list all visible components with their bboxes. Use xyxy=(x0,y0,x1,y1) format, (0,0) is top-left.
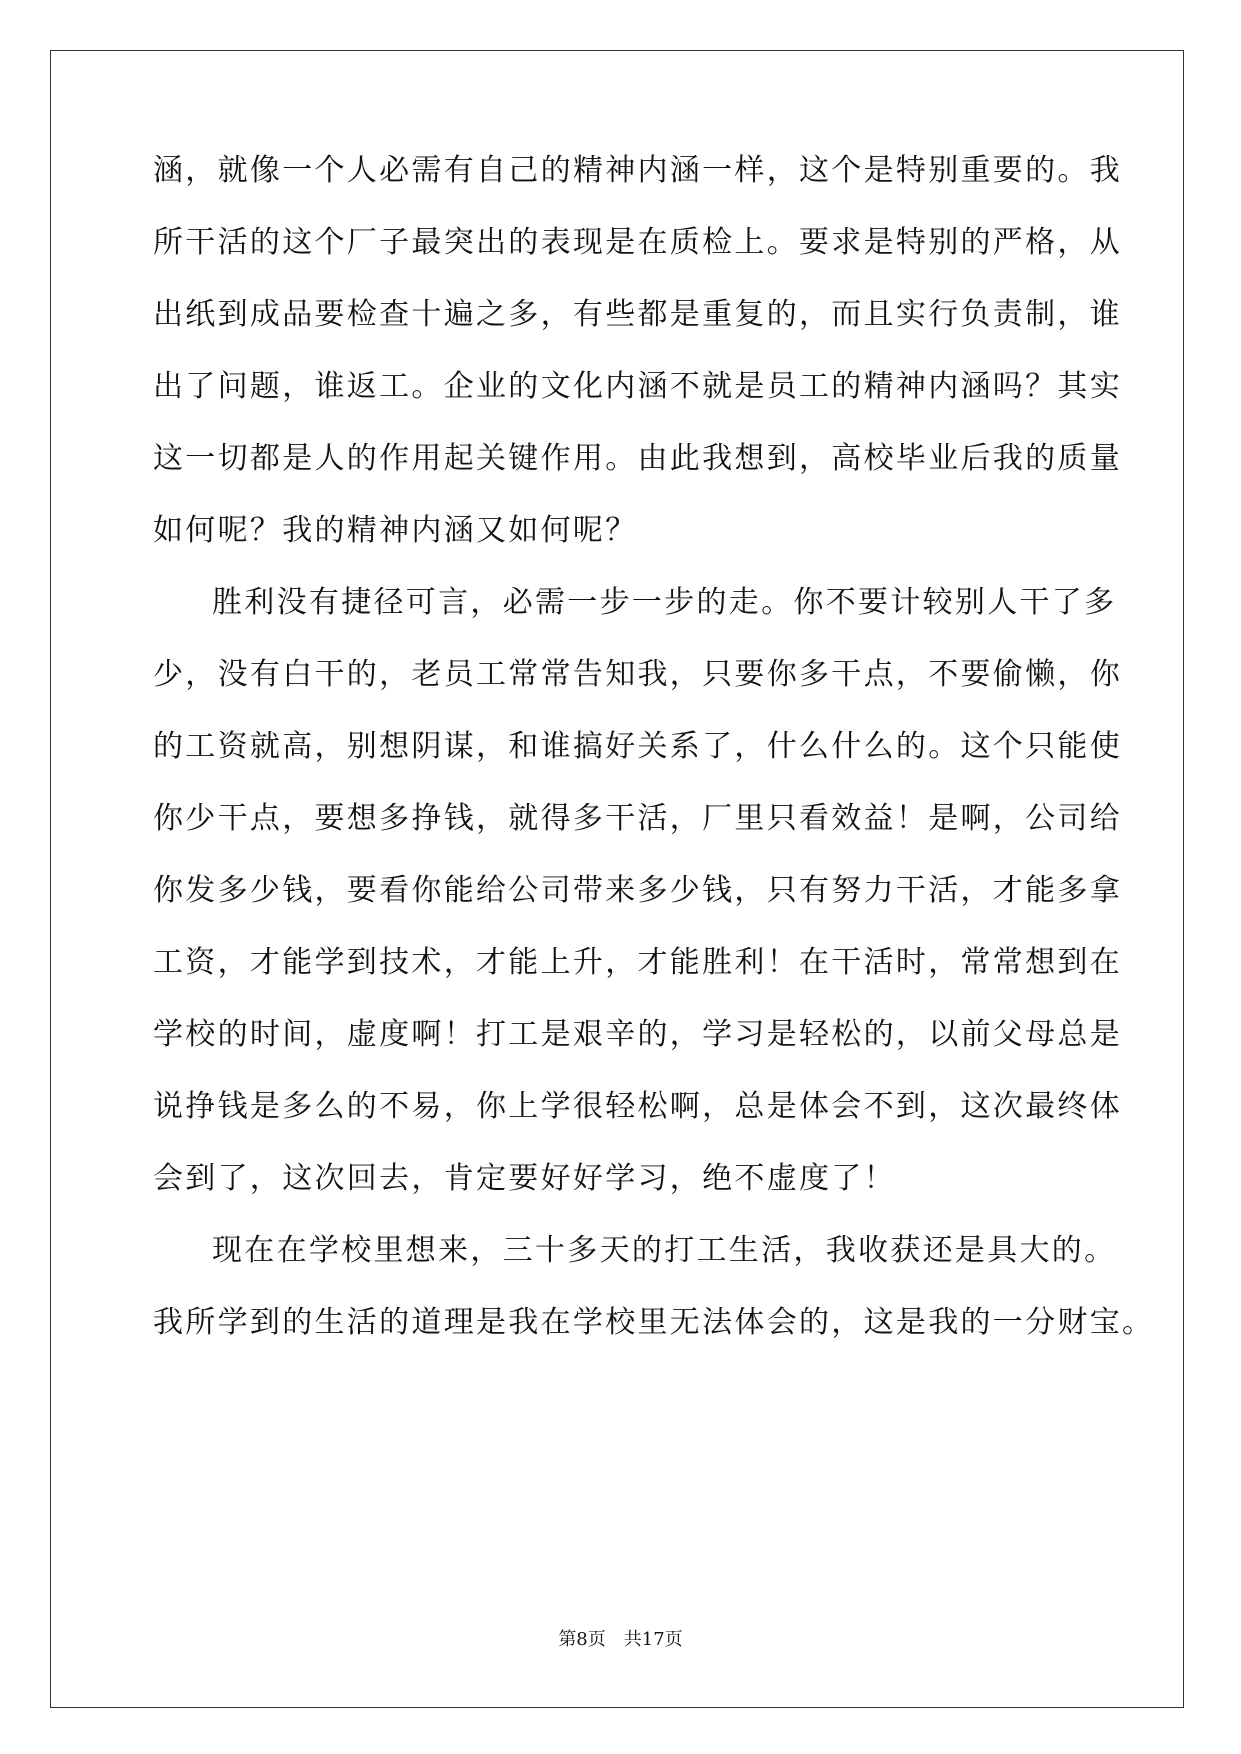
body-line: 所干活的这个厂子最突出的表现是在质检上。要求是特别的严格，从 xyxy=(153,225,1122,260)
paragraph-start-line: 现在在学校里想来，三十多天的打工生活，我收获还是具大的。 xyxy=(212,1233,1117,1268)
current-page-label: 第8页 xyxy=(558,1629,606,1650)
body-line: 说挣钱是多么的不易，你上学很轻松啊，总是体会不到，这次最终体 xyxy=(153,1089,1122,1124)
body-line: 这一切都是人的作用起关键作用。由此我想到，高校毕业后我的质量 xyxy=(153,441,1122,476)
total-pages-label: 共17页 xyxy=(623,1629,683,1650)
body-line: 我所学到的生活的道理是我在学校里无法体会的，这是我的一分财宝。 xyxy=(153,1305,1155,1340)
paragraph-start-line: 胜利没有捷径可言，必需一步一步的走。你不要计较别人干了多 xyxy=(212,585,1117,620)
body-line: 的工资就高，别想阴谋，和谁搞好关系了，什么什么的。这个只能使 xyxy=(153,729,1122,764)
body-line: 你发多少钱，要看你能给公司带来多少钱，只有努力干活，才能多拿 xyxy=(153,873,1122,908)
body-line: 涵，就像一个人必需有自己的精神内涵一样，这个是特别重要的。我 xyxy=(153,153,1122,188)
body-line: 出了问题，谁返工。企业的文化内涵不就是员工的精神内涵吗？其实 xyxy=(153,369,1122,404)
body-line: 工资，才能学到技术，才能上升，才能胜利！在干活时，常常想到在 xyxy=(153,945,1122,980)
body-line: 会到了，这次回去，肯定要好好学习，绝不虚度了！ xyxy=(153,1161,896,1196)
body-line: 学校的时间，虚度啊！打工是艰辛的，学习是轻松的，以前父母总是 xyxy=(153,1017,1122,1052)
body-line: 如何呢？我的精神内涵又如何呢？ xyxy=(153,513,638,548)
page-footer xyxy=(0,1628,1241,1652)
body-line: 少，没有白干的，老员工常常告知我，只要你多干点，不要偷懒，你 xyxy=(153,657,1122,692)
body-line: 出纸到成品要检查十遍之多，有些都是重复的，而且实行负责制，谁 xyxy=(153,297,1122,332)
body-line: 你少干点，要想多挣钱，就得多干活，厂里只看效益！是啊，公司给 xyxy=(153,801,1122,836)
